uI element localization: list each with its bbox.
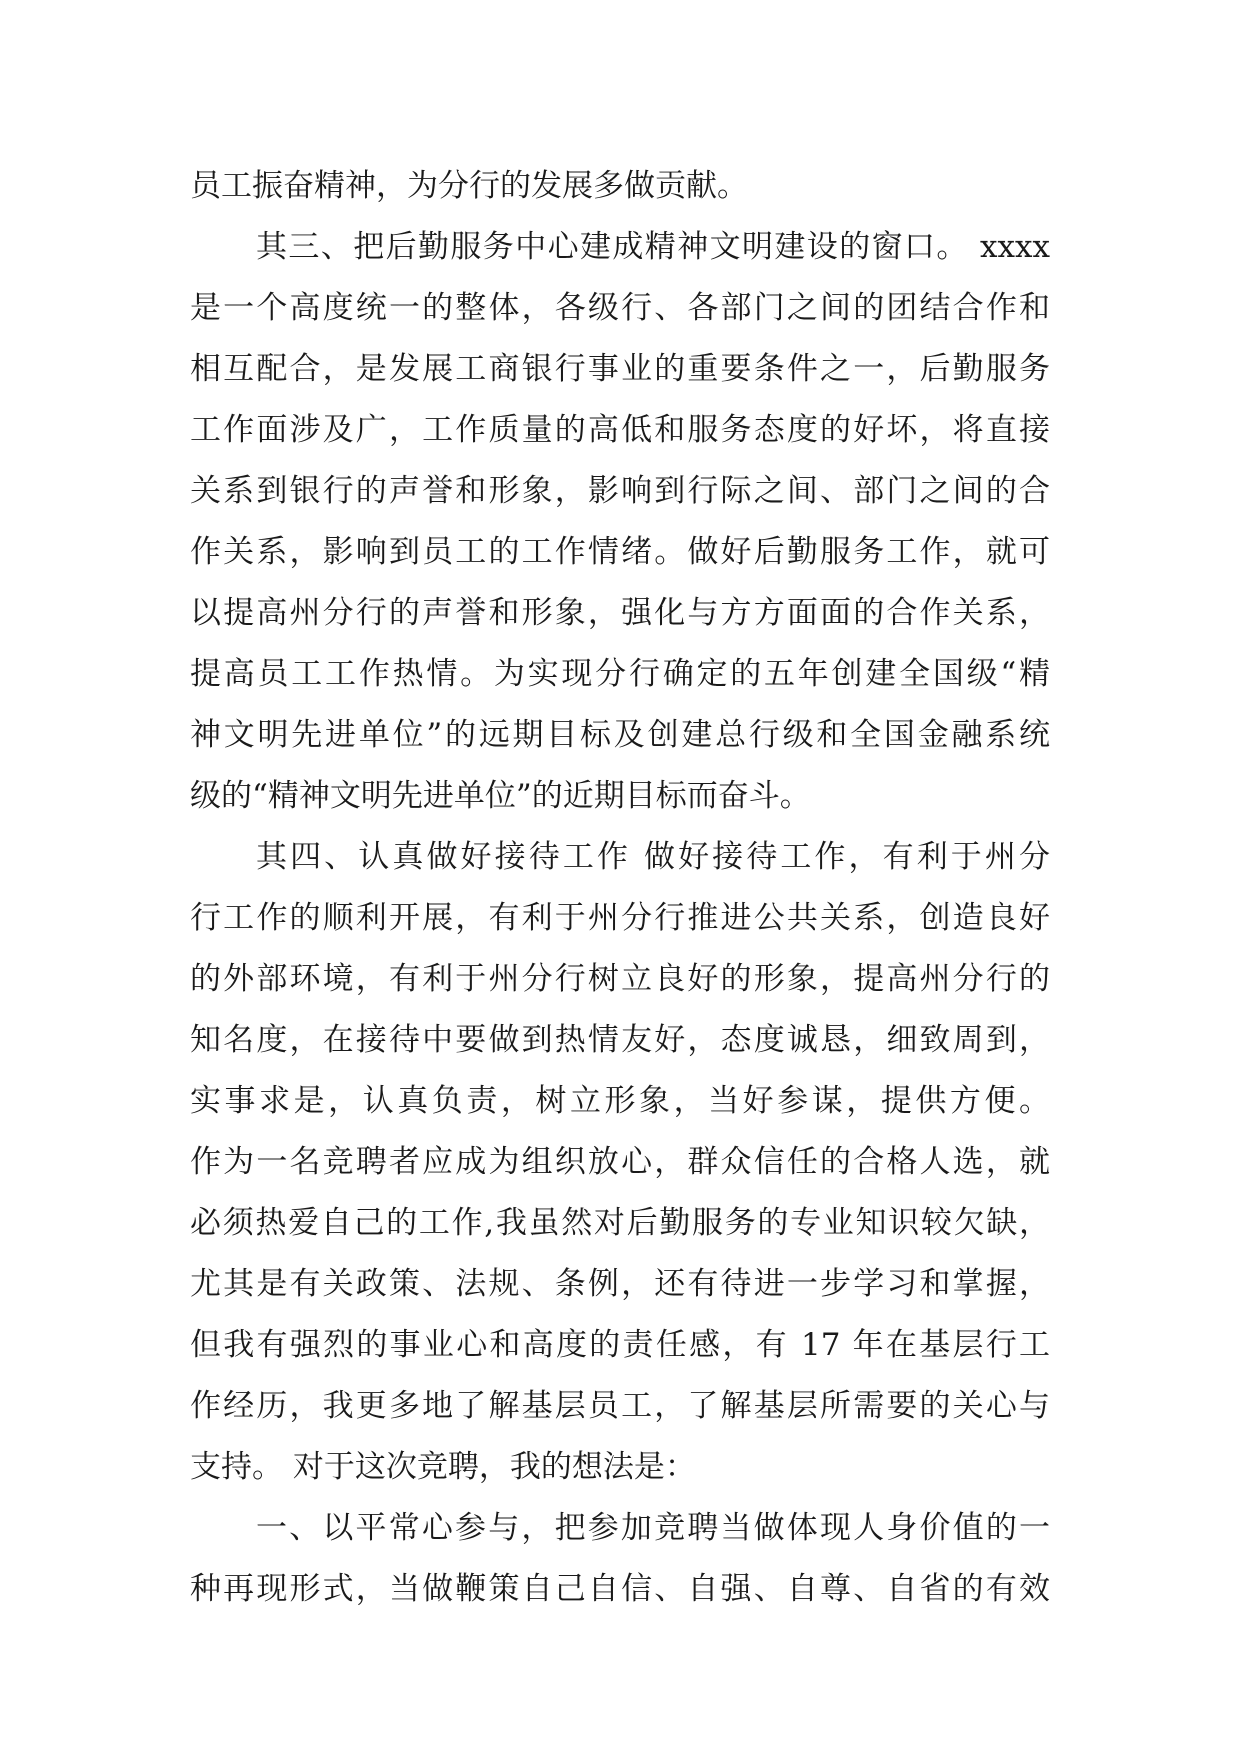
text-line: 其三、把后勤服务中心建成精神文明建设的窗口。 xxxx [256,229,1050,265]
text-line: 员工振奋精神，为分行的发展多做贡献。 [190,168,748,204]
text-line: 关系到银行的声誉和形象，影响到行际之间、部门之间的合 [190,473,1050,509]
text-line: 行工作的顺利开展，有利于州分行推进公共关系，创造良好 [190,900,1050,936]
text-line: 的外部环境，有利于州分行树立良好的形象，提高州分行的 [190,961,1050,997]
text-line: 尤其是有关政策、法规、条例，还有待进一步学习和掌握， [190,1266,1050,1302]
text-line: 以提高州分行的声誉和形象，强化与方方面面的合作关系， [190,595,1050,631]
text-line: 级的“精神文明先进单位”的近期目标而奋斗。 [190,778,811,814]
text-line: 种再现形式，当做鞭策自己自信、自强、自尊、自省的有效 [190,1571,1050,1607]
text-line: 神文明先进单位”的远期目标及创建总行级和全国金融系统 [190,717,1050,753]
text-line: 支持。 对于这次竞聘，我的想法是： [190,1449,696,1485]
text-line: 是一个高度统一的整体，各级行、各部门之间的团结合作和 [190,290,1050,326]
text-line: 知名度，在接待中要做到热情友好，态度诚恳，细致周到， [190,1022,1050,1058]
text-line: 相互配合，是发展工商银行事业的重要条件之一，后勤服务 [190,351,1050,387]
text-line: 但我有强烈的事业心和高度的责任感，有 17 年在基层行工 [190,1327,1050,1363]
text-line: 作经历，我更多地了解基层员工，了解基层所需要的关心与 [190,1388,1050,1424]
text-line: 作为一名竞聘者应成为组织放心，群众信任的合格人选，就 [190,1144,1050,1180]
document-body [190,156,1050,1620]
text-line: 作关系，影响到员工的工作情绪。做好后勤服务工作，就可 [190,534,1050,570]
text-line: 工作面涉及广，工作质量的高低和服务态度的好坏，将直接 [190,412,1050,448]
text-line: 提高员工工作热情。为实现分行确定的五年创建全国级“精 [190,656,1050,692]
text-line: 必须热爱自己的工作,我虽然对后勤服务的专业知识较欠缺， [190,1205,1050,1241]
text-line: 其四、认真做好接待工作 做好接待工作，有利于州分 [256,839,1050,875]
text-line: 一、以平常心参与，把参加竞聘当做体现人身价值的一 [256,1510,1050,1546]
text-line: 实事求是，认真负责，树立形象，当好参谋，提供方便。 [190,1083,1050,1119]
